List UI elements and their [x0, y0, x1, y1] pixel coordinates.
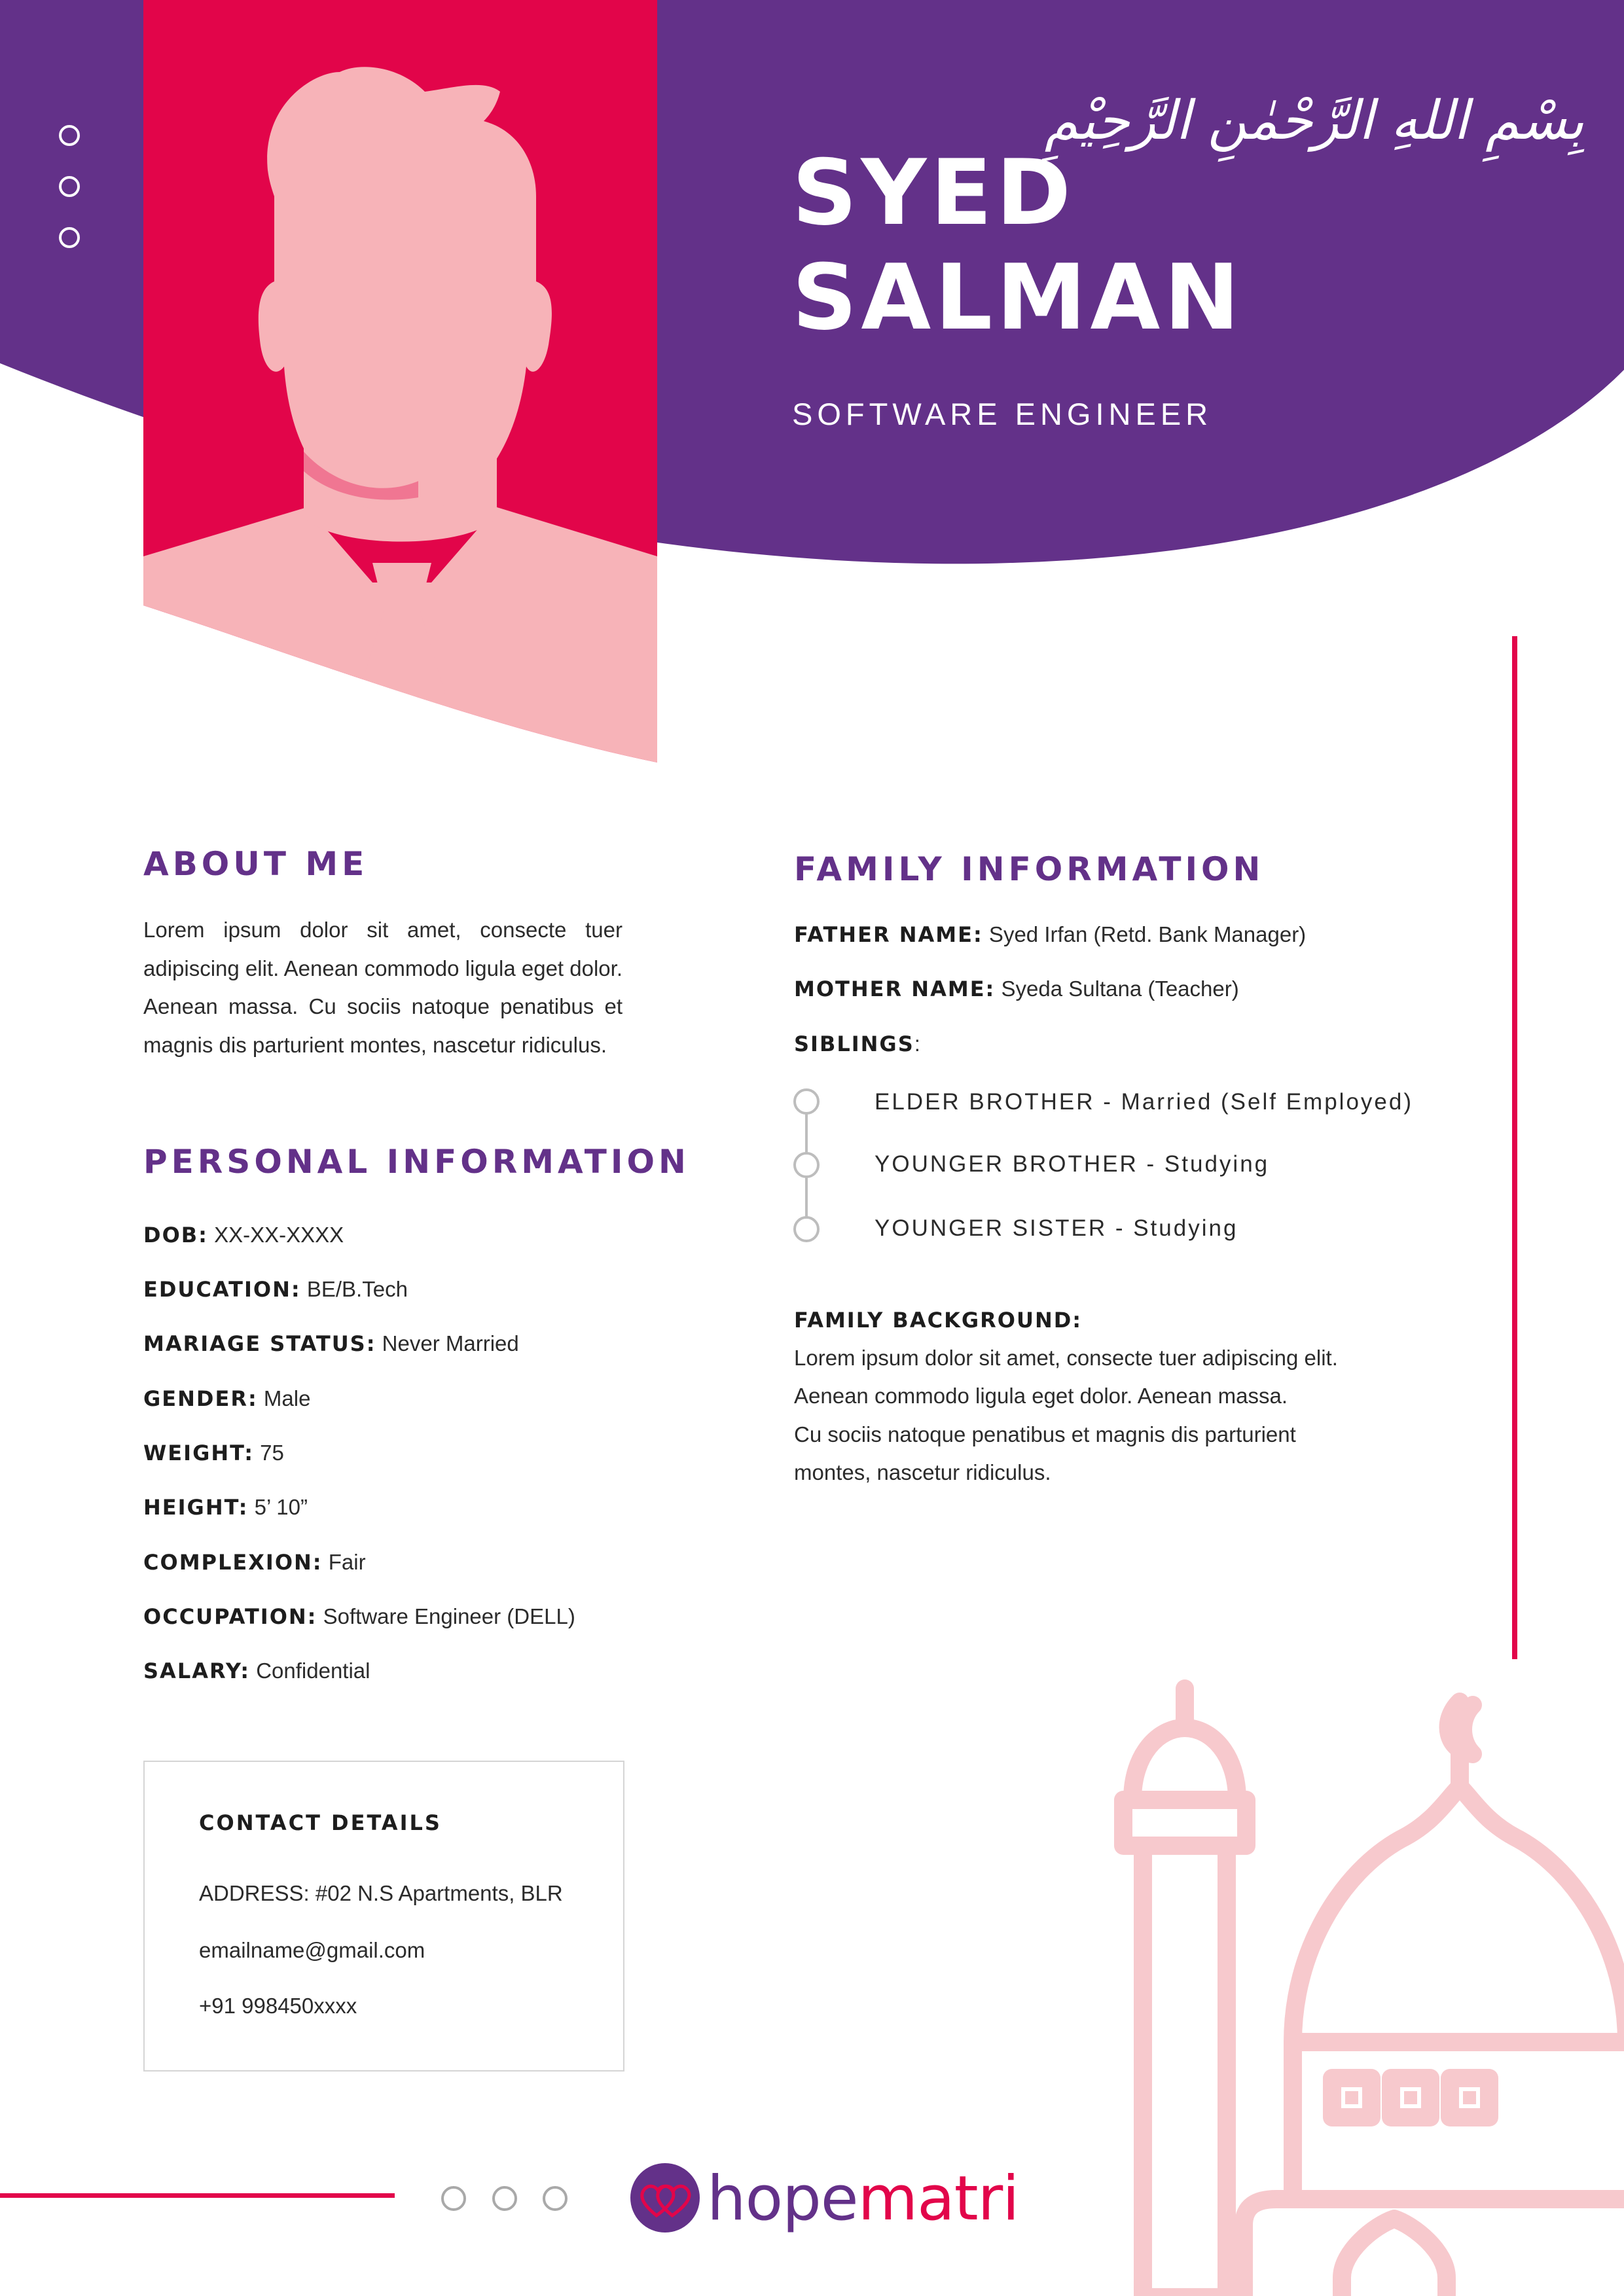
field-gender: GENDER: Male: [143, 1386, 311, 1411]
field-marital-status: MARIAGE STATUS: Never Married: [143, 1331, 519, 1356]
family-background-line: montes, nascetur ridiculus.: [794, 1460, 1051, 1484]
family-background-line: Cu sociis natoque penatibus et magnis dis parturient: [794, 1422, 1296, 1446]
family-background-line: Lorem ipsum dolor sit amet, consecte tuer adipiscing elit.: [794, 1346, 1338, 1370]
sibling-item: ELDER BROTHER - Married (Self Employed): [875, 1089, 1414, 1115]
field-occupation: OCCUPATION: Software Engineer (DELL): [143, 1604, 575, 1629]
family-heading: FAMILY INFORMATION: [794, 850, 1265, 888]
siblings-label: SIBLINGS:: [794, 1031, 920, 1056]
contact-phone: +91 998450xxxx: [199, 1994, 357, 2018]
timeline-node: [793, 1216, 820, 1242]
job-title: SOFTWARE ENGINEER: [792, 397, 1213, 431]
bismillah-calligraphy: بِسْمِ اللهِ الرَّحْمٰنِ الرَّحِيْمِ: [1044, 90, 1584, 152]
footer-dot: [441, 2186, 466, 2211]
personal-heading: PERSONAL INFORMATION: [143, 1143, 690, 1181]
family-background-label: FAMILY BACKGROUND:: [794, 1308, 1083, 1333]
footer-dot: [492, 2186, 517, 2211]
field-salary: SALARY: Confidential: [143, 1659, 370, 1683]
field-height: HEIGHT: 5’ 10”: [143, 1495, 308, 1520]
mother-name: MOTHER NAME: Syeda Sultana (Teacher): [794, 977, 1239, 1001]
double-heart-logo-icon: [630, 2163, 700, 2233]
timeline-node: [793, 1088, 820, 1115]
footer-dot: [543, 2186, 568, 2211]
header-dot: [59, 176, 80, 197]
field-complexion: COMPLEXION: Fair: [143, 1550, 366, 1575]
avatar: [143, 0, 657, 762]
field-education: EDUCATION: BE/B.Tech: [143, 1277, 408, 1302]
contact-email: emailname@gmail.com: [199, 1938, 425, 1962]
sibling-item: YOUNGER SISTER - Studying: [875, 1215, 1238, 1241]
person-silhouette-icon: [143, 0, 657, 762]
mosque-outline-icon: [1067, 1676, 1624, 2296]
accent-rule-vertical: [1512, 636, 1517, 1659]
about-text: Lorem ipsum dolor sit amet, consecte tuer adipiscing elit. Aenean commodo ligula eget dolor. Aenean massa. Cu sociis natoque penatibus et magnis dis parturient montes, nascetur ridiculus.: [143, 918, 623, 1057]
field-dob: DOB: XX-XX-XXXX: [143, 1223, 344, 1247]
first-name: SYED: [792, 140, 1075, 245]
timeline-node: [793, 1152, 820, 1178]
header-dot: [59, 125, 80, 146]
contact-heading: CONTACT DETAILS: [199, 1810, 442, 1835]
brand-logo: hopematri: [707, 2163, 1019, 2234]
about-heading: ABOUT ME: [143, 845, 369, 883]
field-weight: WEIGHT: 75: [143, 1441, 284, 1465]
last-name: SALMAN: [792, 245, 1244, 350]
header-dot: [59, 227, 80, 248]
father-name: FATHER NAME: Syed Irfan (Retd. Bank Manager): [794, 922, 1307, 947]
family-background-line: Aenean commodo ligula eget dolor. Aenean massa.: [794, 1384, 1288, 1408]
sibling-item: YOUNGER BROTHER - Studying: [875, 1151, 1270, 1177]
contact-address: ADDRESS: #02 N.S Apartments, BLR: [199, 1881, 563, 1905]
accent-rule-horizontal: [0, 2193, 395, 2198]
